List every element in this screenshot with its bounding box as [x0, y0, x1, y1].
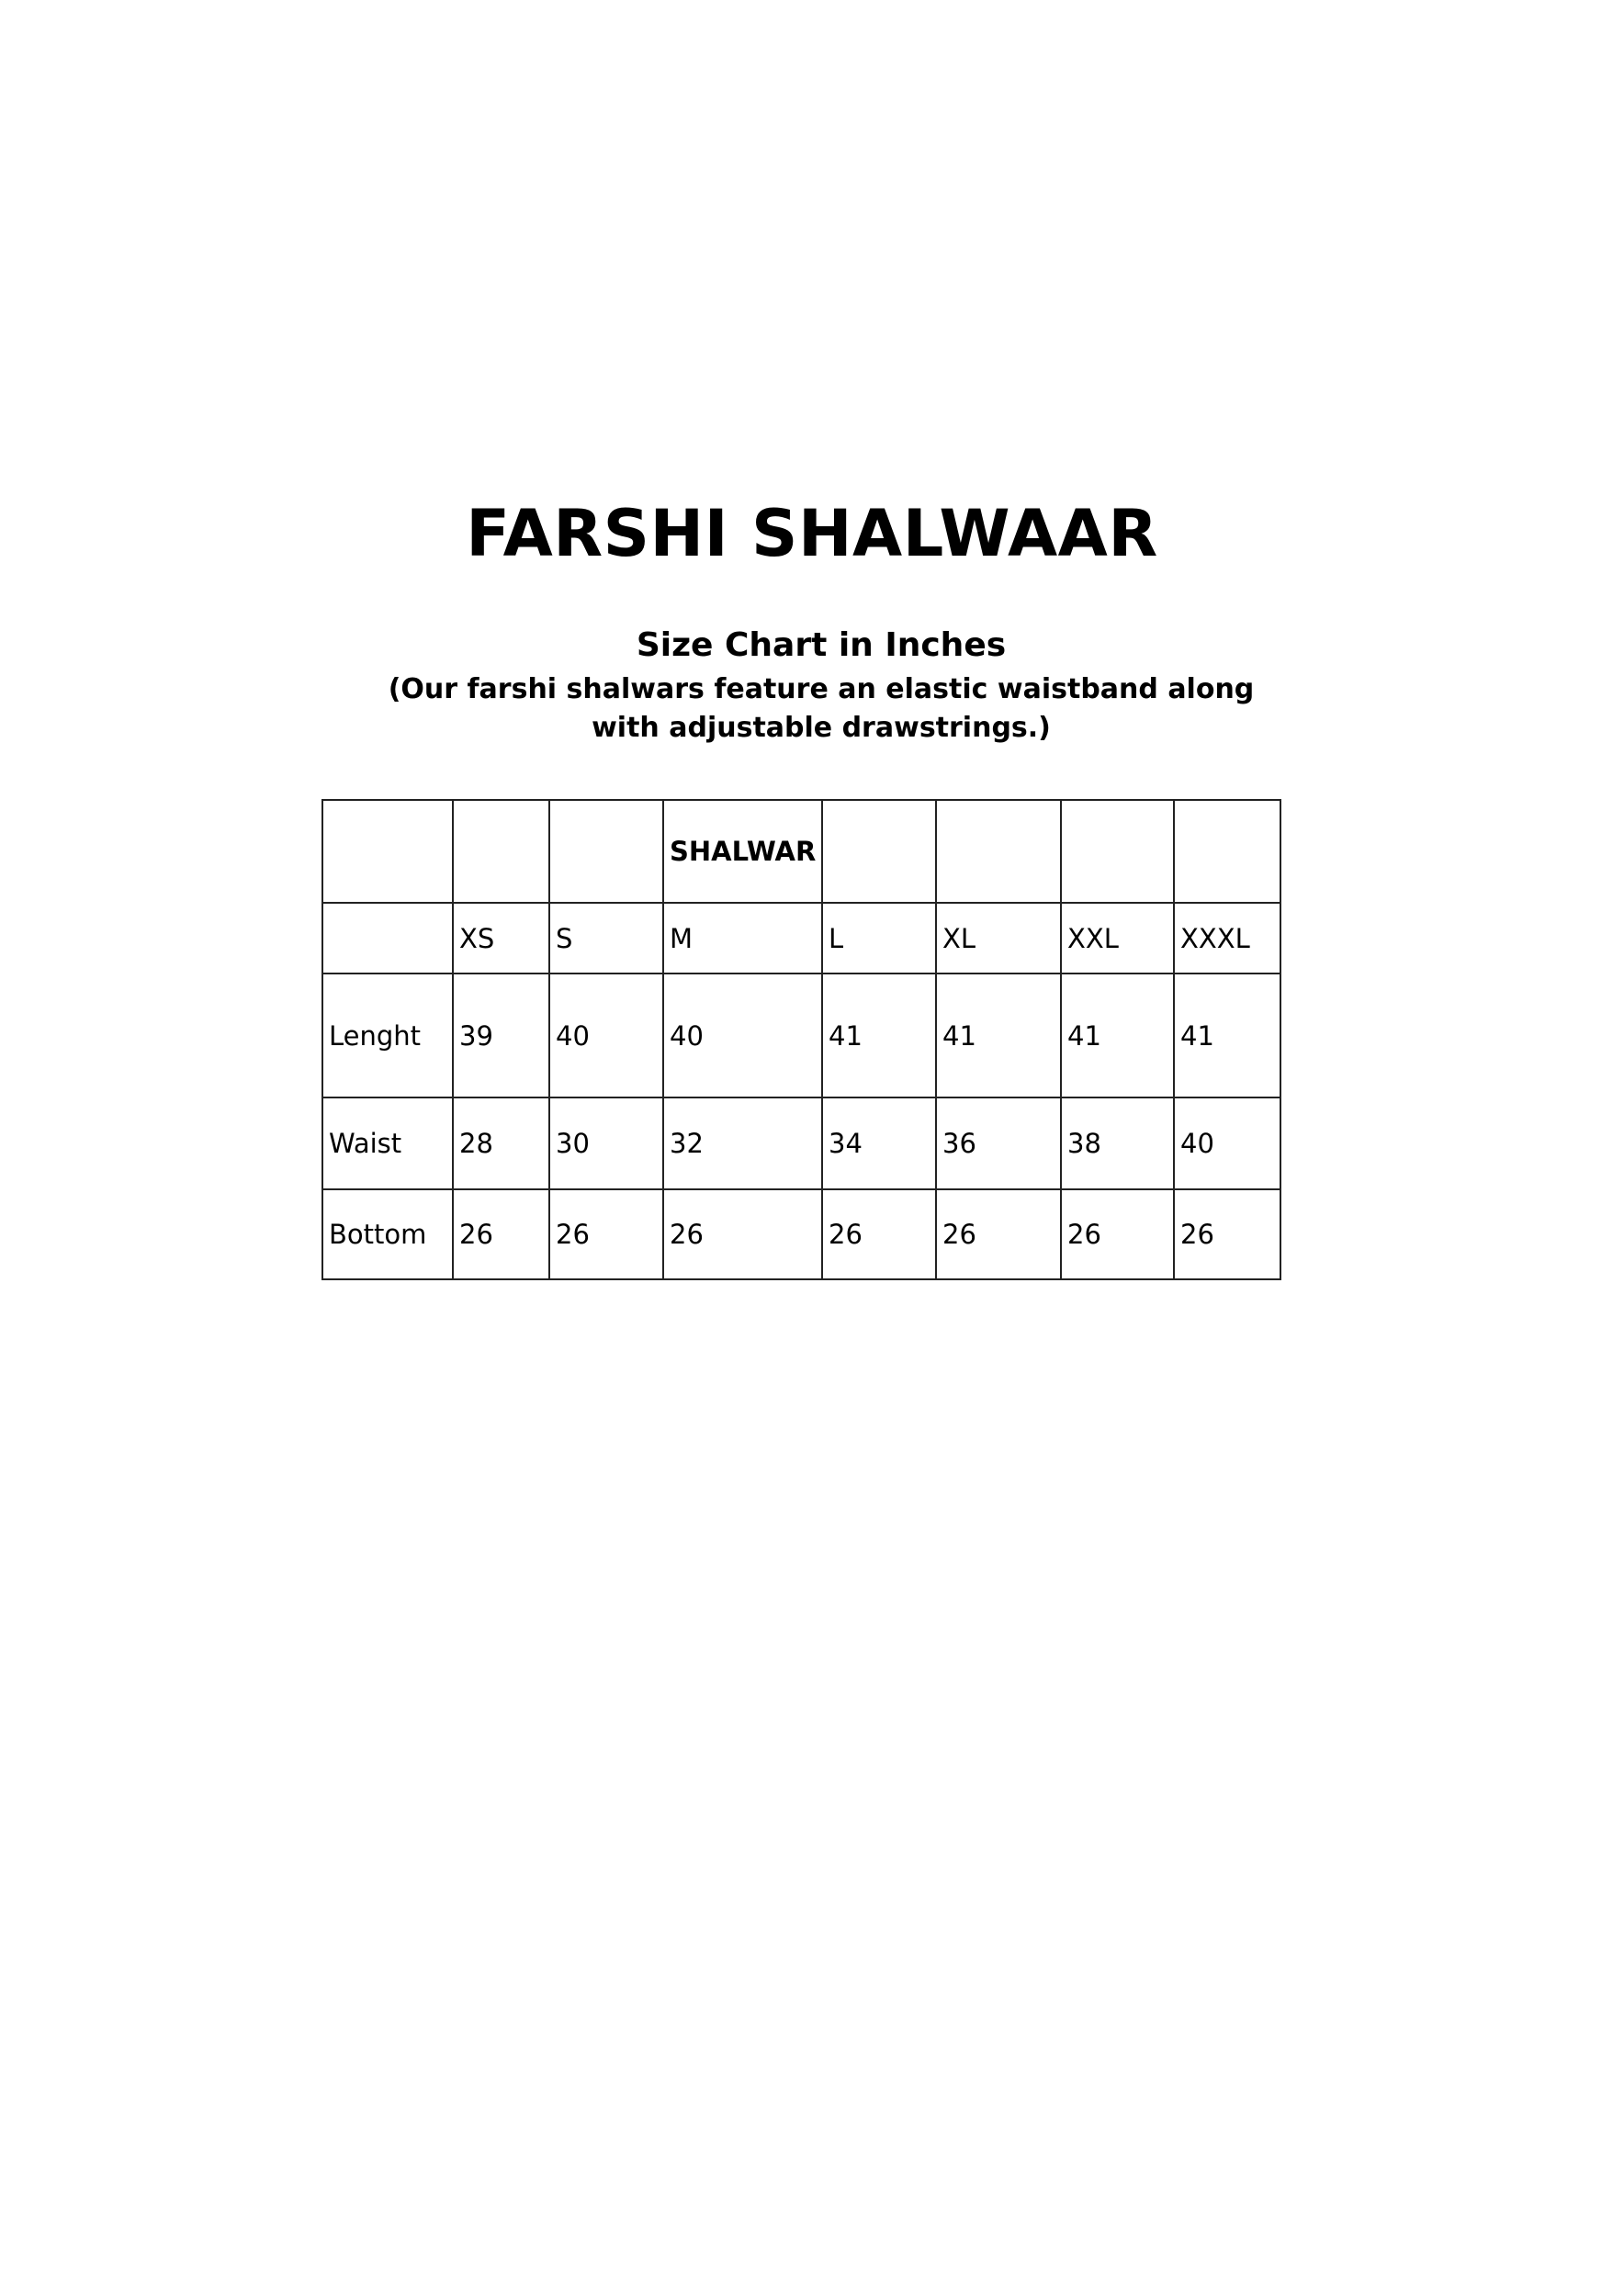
size-header-cell: XL — [936, 903, 1061, 974]
table-cell-empty — [936, 800, 1061, 903]
table-cell-empty — [1174, 800, 1280, 903]
note-line: with adjustable drawstrings.) — [592, 712, 1051, 744]
note-line: (Our farshi shalwars feature an elastic waistband along — [388, 673, 1255, 705]
table-cell: 32 — [663, 1097, 822, 1189]
table-cell: 26 — [549, 1189, 663, 1279]
waistband-note — [0, 670, 1624, 748]
size-header-cell: L — [822, 903, 936, 974]
table-cell: 38 — [1061, 1097, 1174, 1189]
table-cell: 41 — [822, 974, 936, 1097]
table-cell: 39 — [453, 974, 549, 1097]
size-header-cell: M — [663, 903, 822, 974]
table-cell: 26 — [936, 1189, 1061, 1279]
size-header-cell: XXL — [1061, 903, 1174, 974]
table-cell-empty — [322, 903, 453, 974]
table-cell: 40 — [1174, 1097, 1280, 1189]
table-cell: 26 — [1174, 1189, 1280, 1279]
table-row — [322, 1097, 1280, 1189]
table-cell: 26 — [822, 1189, 936, 1279]
table-cell: 34 — [822, 1097, 936, 1189]
table-row — [322, 1189, 1280, 1279]
table-cell-empty — [453, 800, 549, 903]
table-cell: 40 — [549, 974, 663, 1097]
table-cell: 30 — [549, 1097, 663, 1189]
size-header-cell: XXXL — [1174, 903, 1280, 974]
size-header-row — [322, 903, 1280, 974]
page-title: FARSHI SHALWAAR — [466, 496, 1158, 571]
table-cell: 36 — [936, 1097, 1061, 1189]
table-cell: 41 — [1174, 974, 1280, 1097]
row-label: Bottom — [322, 1189, 453, 1279]
row-label: Lenght — [322, 974, 453, 1097]
size-header-cell: S — [549, 903, 663, 974]
table-cell-empty — [1061, 800, 1174, 903]
table-cell: 41 — [936, 974, 1061, 1097]
row-label: Waist — [322, 1097, 453, 1189]
table-cell: 26 — [663, 1189, 822, 1279]
size-header-cell: XS — [453, 903, 549, 974]
table-row — [322, 974, 1280, 1097]
table-cell: 26 — [453, 1189, 549, 1279]
table-cell-empty — [322, 800, 453, 903]
table-cell-empty — [822, 800, 936, 903]
table-cell: 26 — [1061, 1189, 1174, 1279]
section-label: SHALWAR — [663, 800, 822, 903]
table-cell: 28 — [453, 1097, 549, 1189]
table-cell: 41 — [1061, 974, 1174, 1097]
size-chart-subtitle: Size Chart in Inches — [636, 626, 1007, 664]
size-chart-table — [321, 799, 1281, 1280]
table-header-row — [322, 800, 1280, 903]
table-cell: 40 — [663, 974, 822, 1097]
table-cell-empty — [549, 800, 663, 903]
